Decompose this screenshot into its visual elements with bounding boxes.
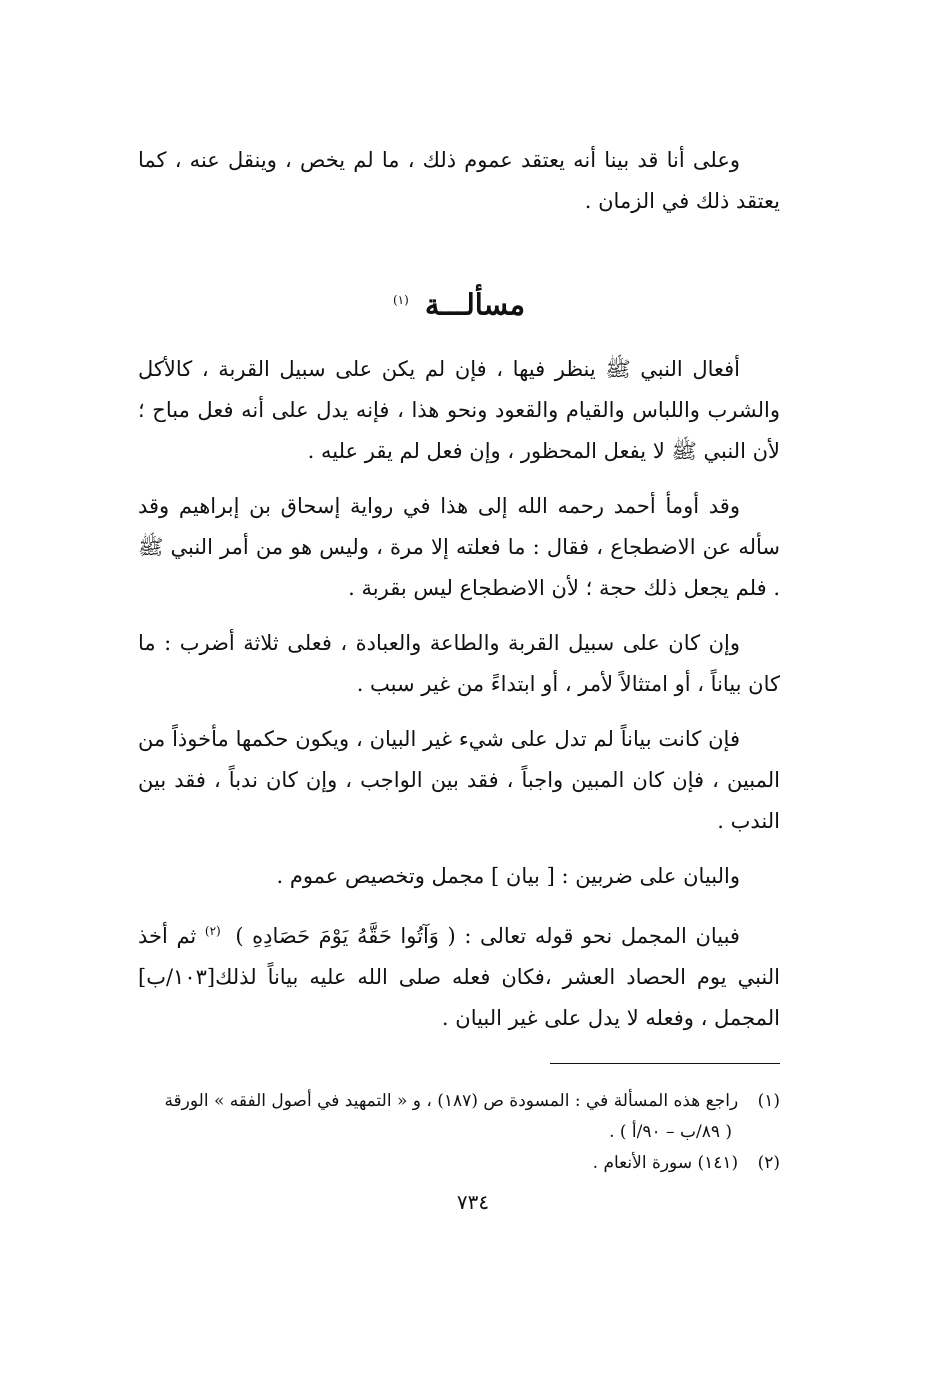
paragraph-6-continuation: ثم أخذ النبي يوم الحصاد العشر ،فكان فعله صلى الله عليه بياناً لذلك[١٠٣/ب] المجمل ، وفعله لا يدل على غير البيان . (138, 923, 781, 1030)
page-body (138, 140, 780, 1250)
footnote-2 (138, 1148, 780, 1179)
intro-paragraph: وعلى أنا قد بينا أنه يعتقد عموم ذلك ، ما لم يخص ، وينقل عنه ، كما يعتقد ذلك في الزمان . (138, 148, 780, 213)
heading-footnote-ref: (١) (392, 293, 409, 307)
footnote-2-number: (٢) (757, 1152, 780, 1173)
paragraph-6-text: فبيان المجمل نحو قوله تعالى : ( وَآتُوا حَقَّهُ يَوْمَ حَصَادِهِ ) (235, 923, 740, 948)
paragraph-4: فإن كانت بياناً لم تدل على شيء غير البيان ، ويكون حكمها مأخوذاً من المبين ، فإن كان المبين واجباً ، فقد بين الواجب ، وإن كان ندباً ، فقد بين الندب . (138, 726, 780, 833)
paragraph-2: وقد أومأ أحمد رحمه الله إلى هذا في رواية إسحاق بن إبراهيم وقد سأله عن الاضطجاع ، فقال : ما فعلته إلا مرة ، وليس هو من أمر النبي ﷺ . فلم يجعل ذلك حجة ؛ لأن الاضطجاع ليس بقربة . (138, 493, 780, 600)
footnote-1-continuation: ( ٨٩/ب – ٩٠/أ ) . (609, 1121, 732, 1142)
footnote-1-text: راجع هذه المسألة في : المسودة ص (١٨٧) ، و « التمهيد في أصول الفقه » الورقة (164, 1090, 739, 1111)
footnote-2-text: (١٤١) سورة الأنعام . (592, 1152, 739, 1173)
footnote-divider (550, 1063, 780, 1064)
paragraph-3: وإن كان على سبيل القربة والطاعة والعبادة ، فعلى ثلاثة أضرب : ما كان بياناً ، أو امتثالاً لأمر ، أو ابتداءً من غير سبب . (138, 630, 780, 696)
footnote-1 (138, 1086, 780, 1148)
section-heading (138, 280, 780, 325)
footnote-1-number: (١) (757, 1090, 780, 1111)
paragraph-6-footnote-ref: (٢) (204, 923, 221, 938)
paragraph-6 (138, 911, 780, 1039)
paragraph-1: أفعال النبي ﷺ ينظر فيها ، فإن لم يكن على سبيل القربة ، كالأكل والشرب واللباس والقيام والقعود ونحو هذا ، فإنه يدل على أنه فعل مباح ؛ لأن النبي ﷺ لا يفعل المحظور ، وإن فعل لم يقر عليه . (138, 356, 780, 463)
heading-title: مسألـــة (424, 287, 526, 322)
paragraph-5: والبيان على ضربين : [ بيان ] مجمل وتخصيص عموم . (276, 863, 740, 888)
page-number: ٧٣٤ (456, 1190, 490, 1214)
